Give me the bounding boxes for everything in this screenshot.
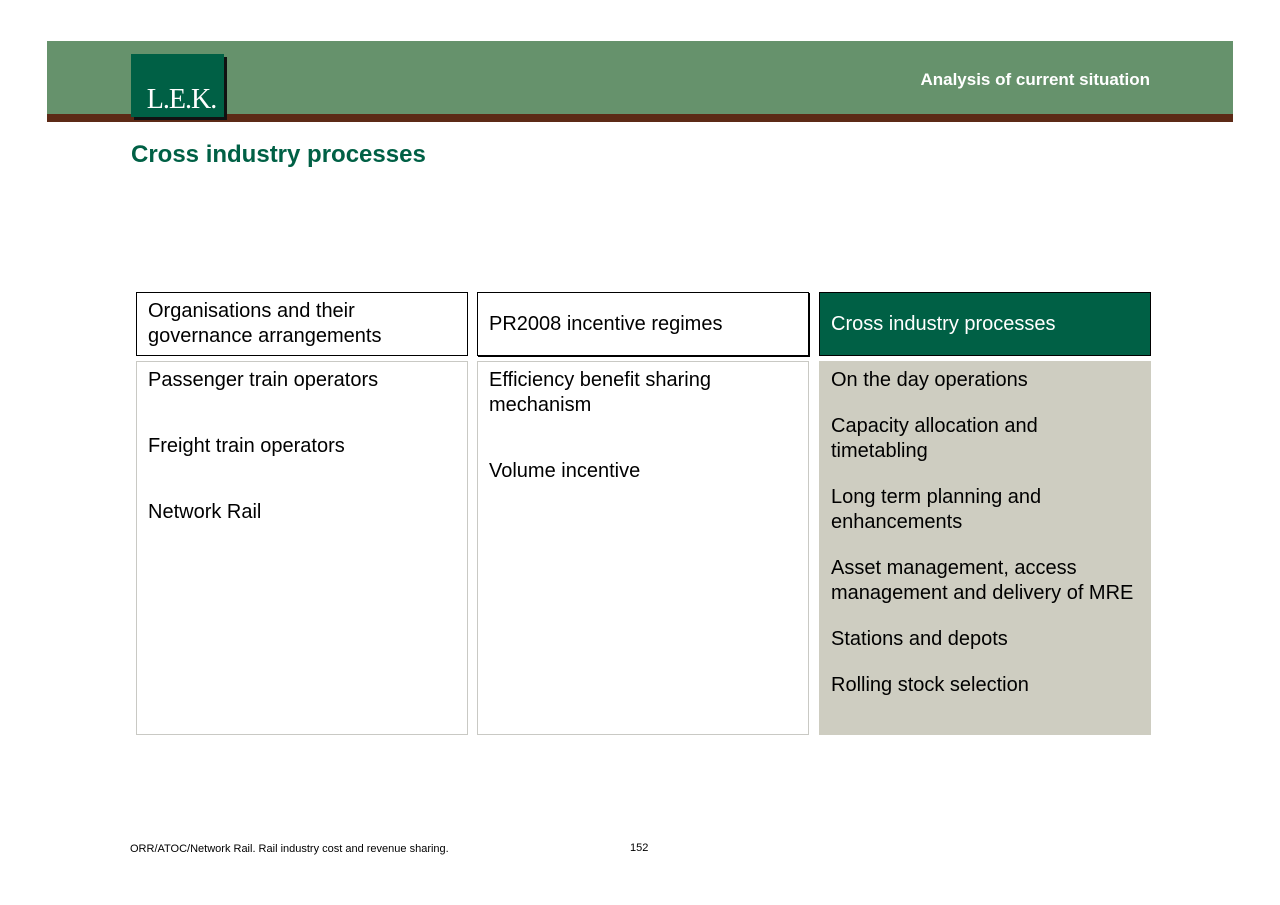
list-item: Freight train operators <box>148 435 345 457</box>
list-item: Rolling stock selection <box>831 674 1029 696</box>
column-body-cross-industry <box>819 361 1151 735</box>
page-number: 152 <box>630 842 649 854</box>
column-body-organisations <box>136 361 468 735</box>
list-item: Passenger train operators <box>148 369 379 391</box>
column-body-incentive-regimes <box>477 361 809 735</box>
column-header-organisations: Organisations and their governance arrangements <box>136 292 468 356</box>
column-header-cross-industry: Cross industry processes <box>819 292 1151 356</box>
logo-text: L.E.K. <box>146 84 217 115</box>
list-item: Capacity allocation and timetabling <box>831 415 1038 462</box>
column-header-incentive-regimes: PR2008 incentive regimes <box>477 292 809 356</box>
list-item: Stations and depots <box>831 628 1008 650</box>
section-label: Analysis of current situation <box>920 70 1150 89</box>
list-item: Long term planning and enhancements <box>831 486 1042 533</box>
lek-logo <box>131 54 224 117</box>
page-title: Cross industry processes <box>131 141 426 168</box>
list-item: Efficiency benefit sharing mechanism <box>489 369 711 416</box>
list-item: Asset management, access management and delivery of MRE <box>831 557 1134 604</box>
list-item: On the day operations <box>831 369 1028 391</box>
footer-source: ORR/ATOC/Network Rail. Rail industry cost and revenue sharing. <box>130 843 449 855</box>
list-item: Network Rail <box>148 501 262 523</box>
list-item: Volume incentive <box>489 460 641 482</box>
